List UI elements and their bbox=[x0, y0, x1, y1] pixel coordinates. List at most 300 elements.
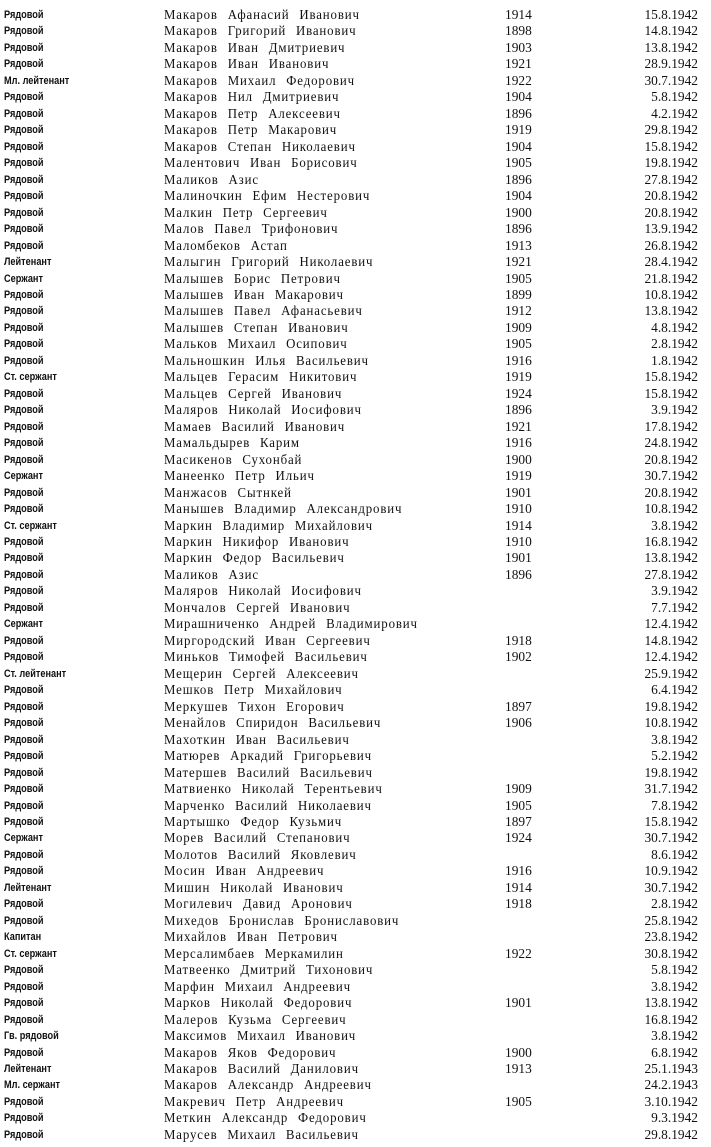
birth-year-cell: 1916 bbox=[505, 863, 532, 879]
rank-cell: Рядовой bbox=[4, 568, 44, 581]
date-cell: 15.8.1942 bbox=[644, 385, 698, 401]
name-cell: Михедов Бронислав Брониславович bbox=[164, 912, 400, 928]
name-cell: Мальцев Герасим Никитович bbox=[164, 369, 358, 385]
rank-cell: Рядовой bbox=[4, 1046, 44, 1059]
rank-cell: Рядовой bbox=[4, 997, 44, 1010]
date-cell: 10.9.1942 bbox=[644, 863, 698, 879]
rank-cell: Рядовой bbox=[4, 91, 44, 104]
list-row bbox=[0, 847, 711, 863]
rank-cell: Рядовой bbox=[4, 799, 44, 812]
name-cell: Мирашниченко Андрей Владимирович bbox=[164, 616, 418, 632]
date-cell: 3.8.1942 bbox=[651, 978, 698, 994]
date-cell: 21.8.1942 bbox=[644, 270, 698, 286]
date-cell: 15.8.1942 bbox=[644, 369, 698, 385]
date-cell: 24.2.1943 bbox=[644, 1077, 698, 1093]
birth-year-cell: 1904 bbox=[505, 89, 532, 105]
name-cell: Маркин Никифор Иванович bbox=[164, 534, 350, 549]
rank-cell: Рядовой bbox=[4, 420, 44, 433]
rank-cell: Рядовой bbox=[4, 1128, 44, 1141]
rank-cell: Рядовой bbox=[4, 750, 44, 763]
list-row bbox=[0, 56, 711, 72]
date-cell: 3.10.1942 bbox=[644, 1093, 698, 1109]
date-cell: 27.8.1942 bbox=[644, 566, 698, 582]
date-cell: 8.6.1942 bbox=[651, 846, 698, 862]
rank-cell: Рядовой bbox=[4, 190, 44, 203]
name-cell: Маликов Азис bbox=[164, 171, 259, 187]
date-cell: 20.8.1942 bbox=[644, 188, 698, 204]
date-cell: 28.4.1942 bbox=[644, 254, 698, 270]
date-cell: 15.8.1942 bbox=[644, 813, 698, 829]
date-cell: 2.8.1942 bbox=[651, 336, 698, 352]
date-cell: 20.8.1942 bbox=[644, 204, 698, 220]
date-cell: 15.8.1942 bbox=[644, 138, 698, 154]
name-cell: Малышев Иван Макарович bbox=[164, 286, 344, 302]
rank-cell: Рядовой bbox=[4, 1013, 44, 1026]
rank-cell: Рядовой bbox=[4, 387, 44, 400]
rank-cell: Рядовой bbox=[4, 437, 44, 450]
list-row bbox=[0, 254, 711, 270]
birth-year-cell: 1912 bbox=[505, 303, 532, 319]
name-cell: Матвеенко Дмитрий Тихонович bbox=[164, 962, 374, 978]
list-row bbox=[0, 205, 711, 221]
list-row bbox=[0, 89, 711, 105]
rank-cell: Рядовой bbox=[4, 898, 44, 911]
rank-cell: Рядовой bbox=[4, 338, 44, 351]
rank-cell: Рядовой bbox=[4, 634, 44, 647]
rank-cell: Сержант bbox=[4, 618, 43, 631]
rank-cell: Рядовой bbox=[4, 223, 44, 236]
name-cell: Макаров Иван Иванович bbox=[164, 56, 330, 72]
date-cell: 29.8.1942 bbox=[644, 1126, 698, 1142]
list-row bbox=[0, 419, 711, 435]
birth-year-cell: 1900 bbox=[505, 204, 532, 220]
list-row bbox=[0, 765, 711, 781]
date-cell: 16.8.1942 bbox=[644, 1011, 698, 1027]
birth-year-cell: 1901 bbox=[505, 995, 532, 1011]
birth-year-cell: 1901 bbox=[505, 550, 532, 566]
name-cell: Мончалов Сергей Иванович bbox=[164, 599, 351, 615]
birth-year-cell: 1919 bbox=[505, 122, 532, 138]
date-cell: 10.8.1942 bbox=[644, 286, 698, 302]
date-cell: 6.8.1942 bbox=[651, 1044, 698, 1060]
list-row bbox=[0, 929, 711, 945]
birth-year-cell: 1914 bbox=[505, 7, 532, 22]
rank-cell: Рядовой bbox=[4, 783, 44, 796]
date-cell: 15.8.1942 bbox=[644, 7, 698, 22]
rank-cell: Мл. лейтенант bbox=[4, 74, 70, 87]
list-row bbox=[0, 666, 711, 682]
name-cell: Макаров Василий Данилович bbox=[164, 1061, 359, 1076]
birth-year-cell: 1924 bbox=[505, 830, 532, 846]
name-cell: Максимов Михаил Иванович bbox=[164, 1028, 357, 1044]
list-row bbox=[0, 485, 711, 501]
list-row bbox=[0, 748, 711, 764]
list-row bbox=[0, 1061, 711, 1077]
name-cell: Марченко Василий Николаевич bbox=[164, 797, 372, 813]
rank-cell: Рядовой bbox=[4, 9, 44, 21]
birth-year-cell: 1910 bbox=[505, 501, 532, 517]
name-cell: Мальношкин Илья Васильевич bbox=[164, 352, 369, 368]
list-row bbox=[0, 238, 711, 254]
list-row bbox=[0, 863, 711, 879]
rank-cell: Рядовой bbox=[4, 41, 44, 54]
birth-year-cell: 1905 bbox=[505, 270, 532, 286]
date-cell: 3.8.1942 bbox=[651, 1028, 698, 1044]
name-cell: Малыгин Григорий Николаевич bbox=[164, 254, 374, 270]
birth-year-cell: 1909 bbox=[505, 319, 532, 335]
name-cell: Мерсалимбаев Меркамилин bbox=[164, 945, 344, 961]
name-cell: Малкин Петр Сергеевич bbox=[164, 204, 328, 220]
date-cell: 3.9.1942 bbox=[651, 402, 698, 418]
list-row bbox=[0, 1045, 711, 1061]
rank-cell: Рядовой bbox=[4, 288, 44, 301]
birth-year-cell: 1905 bbox=[505, 336, 532, 352]
rank-cell: Гв. рядовой bbox=[4, 1030, 59, 1043]
birth-year-cell: 1922 bbox=[505, 72, 532, 88]
rank-cell: Рядовой bbox=[4, 239, 44, 252]
date-cell: 7.7.1942 bbox=[651, 599, 698, 615]
rank-cell: Рядовой bbox=[4, 964, 44, 977]
name-cell: Малышев Павел Афанасьевич bbox=[164, 303, 363, 319]
rank-cell: Рядовой bbox=[4, 848, 44, 861]
list-row bbox=[0, 979, 711, 995]
list-row bbox=[0, 1028, 711, 1044]
rank-cell: Сержант bbox=[4, 832, 43, 845]
date-cell: 29.8.1942 bbox=[644, 122, 698, 138]
list-row bbox=[0, 633, 711, 649]
birth-year-cell: 1898 bbox=[505, 23, 532, 39]
name-cell: Морев Василий Степанович bbox=[164, 830, 351, 846]
birth-year-cell: 1918 bbox=[505, 632, 532, 648]
list-row bbox=[0, 567, 711, 583]
birth-year-cell: 1909 bbox=[505, 781, 532, 797]
birth-year-cell: 1918 bbox=[505, 896, 532, 912]
date-cell: 30.7.1942 bbox=[644, 72, 698, 88]
date-cell: 25.9.1942 bbox=[644, 665, 698, 681]
name-cell: Матершев Василий Васильевич bbox=[164, 764, 373, 780]
list-row bbox=[0, 155, 711, 171]
date-cell: 24.8.1942 bbox=[644, 435, 698, 451]
birth-year-cell: 1916 bbox=[505, 352, 532, 368]
list-row bbox=[0, 73, 711, 89]
list-row bbox=[0, 913, 711, 929]
list-row bbox=[0, 188, 711, 204]
list-row bbox=[0, 1127, 711, 1143]
list-row bbox=[0, 303, 711, 319]
name-cell: Михайлов Иван Петрович bbox=[164, 929, 338, 945]
date-cell: 10.8.1942 bbox=[644, 715, 698, 731]
date-cell: 25.1.1943 bbox=[644, 1061, 698, 1076]
rank-cell: Рядовой bbox=[4, 700, 44, 713]
list-row bbox=[0, 995, 711, 1011]
list-row bbox=[0, 583, 711, 599]
date-cell: 4.8.1942 bbox=[651, 319, 698, 335]
name-cell: Маркин Владимир Михайлович bbox=[164, 517, 373, 533]
date-cell: 17.8.1942 bbox=[644, 418, 698, 434]
name-cell: Макаров Иван Дмитриевич bbox=[164, 39, 346, 55]
casualty-list bbox=[0, 7, 711, 1143]
list-row bbox=[0, 501, 711, 517]
list-row bbox=[0, 830, 711, 846]
name-cell: Мамаев Василий Иванович bbox=[164, 418, 346, 434]
name-cell: Менайлов Спиридон Васильевич bbox=[164, 715, 382, 731]
birth-year-cell: 1913 bbox=[505, 1061, 532, 1076]
list-row bbox=[0, 1110, 711, 1126]
birth-year-cell: 1897 bbox=[505, 698, 532, 714]
list-row bbox=[0, 798, 711, 814]
name-cell: Малентович Иван Борисович bbox=[164, 155, 358, 171]
name-cell: Маломбеков Астап bbox=[164, 237, 288, 253]
birth-year-cell: 1904 bbox=[505, 138, 532, 154]
name-cell: Масикенов Сухонбай bbox=[164, 451, 303, 467]
name-cell: Мальцев Сергей Иванович bbox=[164, 385, 343, 401]
list-row bbox=[0, 7, 711, 23]
list-row bbox=[0, 518, 711, 534]
name-cell: Маляров Николай Иосифович bbox=[164, 583, 362, 599]
name-cell: Маркин Федор Васильевич bbox=[164, 550, 345, 566]
rank-cell: Рядовой bbox=[4, 173, 44, 186]
date-cell: 4.2.1942 bbox=[651, 105, 698, 121]
list-row bbox=[0, 271, 711, 287]
name-cell: Мамальдырев Карим bbox=[164, 435, 300, 451]
date-cell: 26.8.1942 bbox=[644, 237, 698, 253]
list-row bbox=[0, 106, 711, 122]
list-row bbox=[0, 1012, 711, 1028]
birth-year-cell: 1916 bbox=[505, 435, 532, 451]
list-row bbox=[0, 649, 711, 665]
list-row bbox=[0, 353, 711, 369]
date-cell: 3.8.1942 bbox=[651, 517, 698, 533]
rank-cell: Рядовой bbox=[4, 58, 44, 71]
list-row bbox=[0, 369, 711, 385]
date-cell: 9.3.1942 bbox=[651, 1110, 698, 1126]
list-row bbox=[0, 550, 711, 566]
list-row bbox=[0, 534, 711, 550]
rank-cell: Рядовой bbox=[4, 684, 44, 697]
name-cell: Маликов Азис bbox=[164, 566, 259, 582]
birth-year-cell: 1924 bbox=[505, 385, 532, 401]
rank-cell: Рядовой bbox=[4, 914, 44, 927]
name-cell: Малышев Степан Иванович bbox=[164, 319, 349, 335]
date-cell: 14.8.1942 bbox=[644, 632, 698, 648]
date-cell: 13.9.1942 bbox=[644, 221, 698, 237]
name-cell: Мишин Николай Иванович bbox=[164, 879, 344, 895]
date-cell: 2.8.1942 bbox=[651, 896, 698, 912]
name-cell: Малиночкин Ефим Нестерович bbox=[164, 188, 371, 204]
list-row bbox=[0, 122, 711, 138]
name-cell: Марфин Михаил Андреевич bbox=[164, 978, 352, 994]
date-cell: 20.8.1942 bbox=[644, 451, 698, 467]
date-cell: 30.7.1942 bbox=[644, 879, 698, 895]
rank-cell: Рядовой bbox=[4, 107, 44, 120]
list-row bbox=[0, 715, 711, 731]
list-row bbox=[0, 880, 711, 896]
name-cell: Мещерин Сергей Алексеевич bbox=[164, 665, 359, 681]
birth-year-cell: 1921 bbox=[505, 418, 532, 434]
rank-cell: Рядовой bbox=[4, 486, 44, 499]
rank-cell: Рядовой bbox=[4, 453, 44, 466]
name-cell: Махоткин Иван Васильевич bbox=[164, 731, 350, 747]
date-cell: 14.8.1942 bbox=[644, 23, 698, 39]
list-row bbox=[0, 336, 711, 352]
name-cell: Мосин Иван Андреевич bbox=[164, 863, 325, 879]
date-cell: 23.8.1942 bbox=[644, 929, 698, 945]
list-row bbox=[0, 435, 711, 451]
name-cell: Малышев Борис Петрович bbox=[164, 270, 341, 286]
name-cell: Мальков Михаил Осипович bbox=[164, 336, 348, 352]
date-cell: 12.4.1942 bbox=[644, 649, 698, 665]
birth-year-cell: 1896 bbox=[505, 171, 532, 187]
name-cell: Малеров Кузьма Сергеевич bbox=[164, 1011, 347, 1027]
rank-cell: Лейтенант bbox=[4, 881, 52, 894]
date-cell: 6.4.1942 bbox=[651, 682, 698, 698]
rank-cell: Лейтенант bbox=[4, 256, 52, 269]
date-cell: 31.7.1942 bbox=[644, 781, 698, 797]
list-row bbox=[0, 386, 711, 402]
rank-cell: Рядовой bbox=[4, 815, 44, 828]
birth-year-cell: 1919 bbox=[505, 369, 532, 385]
name-cell: Матвиенко Николай Терентьевич bbox=[164, 781, 383, 797]
rank-cell: Капитан bbox=[4, 931, 42, 944]
rank-cell: Рядовой bbox=[4, 1112, 44, 1125]
birth-year-cell: 1922 bbox=[505, 945, 532, 961]
rank-cell: Рядовой bbox=[4, 305, 44, 318]
birth-year-cell: 1897 bbox=[505, 813, 532, 829]
birth-year-cell: 1914 bbox=[505, 879, 532, 895]
birth-year-cell: 1906 bbox=[505, 715, 532, 731]
list-row bbox=[0, 1077, 711, 1093]
date-cell: 12.4.1942 bbox=[644, 616, 698, 632]
list-row bbox=[0, 732, 711, 748]
rank-cell: Рядовой bbox=[4, 321, 44, 334]
name-cell: Могилевич Давид Аронович bbox=[164, 896, 353, 912]
name-cell: Меркушев Тихон Егорович bbox=[164, 698, 345, 714]
list-row bbox=[0, 40, 711, 56]
birth-year-cell: 1921 bbox=[505, 254, 532, 270]
birth-year-cell: 1902 bbox=[505, 649, 532, 665]
name-cell: Макревич Петр Андреевич bbox=[164, 1093, 344, 1109]
list-row bbox=[0, 699, 711, 715]
name-cell: Молотов Василий Яковлевич bbox=[164, 846, 357, 862]
date-cell: 3.9.1942 bbox=[651, 583, 698, 599]
list-row bbox=[0, 896, 711, 912]
birth-year-cell: 1899 bbox=[505, 286, 532, 302]
birth-year-cell: 1900 bbox=[505, 451, 532, 467]
list-row bbox=[0, 682, 711, 698]
birth-year-cell: 1896 bbox=[505, 221, 532, 237]
date-cell: 20.8.1942 bbox=[644, 484, 698, 500]
list-row bbox=[0, 781, 711, 797]
name-cell: Макаров Афанасий Иванович bbox=[164, 7, 360, 22]
rank-cell: Рядовой bbox=[4, 552, 44, 565]
rank-cell: Рядовой bbox=[4, 354, 44, 367]
list-row bbox=[0, 452, 711, 468]
rank-cell: Ст. лейтенант bbox=[4, 667, 67, 680]
list-row bbox=[0, 287, 711, 303]
rank-cell: Лейтенант bbox=[4, 1063, 52, 1075]
birth-year-cell: 1903 bbox=[505, 39, 532, 55]
date-cell: 30.7.1942 bbox=[644, 830, 698, 846]
birth-year-cell: 1896 bbox=[505, 566, 532, 582]
rank-cell: Сержант bbox=[4, 272, 43, 285]
name-cell: Манышев Владимир Александрович bbox=[164, 501, 403, 517]
name-cell: Манеенко Петр Ильич bbox=[164, 468, 315, 484]
name-cell: Миргородский Иван Сергеевич bbox=[164, 632, 371, 648]
birth-year-cell: 1913 bbox=[505, 237, 532, 253]
list-row bbox=[0, 402, 711, 418]
name-cell: Макаров Степан Николаевич bbox=[164, 138, 356, 154]
date-cell: 13.8.1942 bbox=[644, 303, 698, 319]
name-cell: Макаров Нил Дмитриевич bbox=[164, 89, 340, 105]
list-row bbox=[0, 221, 711, 237]
birth-year-cell: 1905 bbox=[505, 1093, 532, 1109]
list-row bbox=[0, 616, 711, 632]
date-cell: 16.8.1942 bbox=[644, 534, 698, 549]
rank-cell: Рядовой bbox=[4, 503, 44, 516]
date-cell: 7.8.1942 bbox=[651, 797, 698, 813]
date-cell: 19.8.1942 bbox=[644, 698, 698, 714]
name-cell: Мешков Петр Михайлович bbox=[164, 682, 343, 698]
name-cell: Манжасов Сытнкей bbox=[164, 484, 292, 500]
birth-year-cell: 1901 bbox=[505, 484, 532, 500]
date-cell: 30.7.1942 bbox=[644, 468, 698, 484]
date-cell: 27.8.1942 bbox=[644, 171, 698, 187]
date-cell: 5.8.1942 bbox=[651, 962, 698, 978]
name-cell: Макаров Петр Макарович bbox=[164, 122, 338, 138]
list-row bbox=[0, 139, 711, 155]
rank-cell: Рядовой bbox=[4, 980, 44, 993]
rank-cell: Рядовой bbox=[4, 1095, 44, 1108]
date-cell: 5.2.1942 bbox=[651, 748, 698, 764]
list-row bbox=[0, 814, 711, 830]
date-cell: 3.8.1942 bbox=[651, 731, 698, 747]
name-cell: Матюрев Аркадий Григорьевич bbox=[164, 748, 372, 764]
date-cell: 19.8.1942 bbox=[644, 155, 698, 171]
birth-year-cell: 1896 bbox=[505, 105, 532, 121]
rank-cell: Рядовой bbox=[4, 717, 44, 730]
rank-cell: Ст. сержант bbox=[4, 371, 57, 384]
list-row bbox=[0, 946, 711, 962]
list-row bbox=[0, 23, 711, 39]
rank-cell: Рядовой bbox=[4, 206, 44, 219]
list-row bbox=[0, 320, 711, 336]
date-cell: 28.9.1942 bbox=[644, 56, 698, 72]
list-row bbox=[0, 172, 711, 188]
date-cell: 1.8.1942 bbox=[651, 352, 698, 368]
birth-year-cell: 1919 bbox=[505, 468, 532, 484]
list-row bbox=[0, 962, 711, 978]
list-row bbox=[0, 468, 711, 484]
rank-cell: Рядовой bbox=[4, 536, 44, 548]
date-cell: 10.8.1942 bbox=[644, 501, 698, 517]
birth-year-cell: 1900 bbox=[505, 1044, 532, 1060]
name-cell: Малов Павел Трифонович bbox=[164, 221, 339, 237]
birth-year-cell: 1905 bbox=[505, 155, 532, 171]
rank-cell: Ст. сержант bbox=[4, 519, 57, 532]
rank-cell: Сержант bbox=[4, 470, 43, 483]
list-row bbox=[0, 600, 711, 616]
name-cell: Макаров Петр Алексеевич bbox=[164, 105, 341, 121]
date-cell: 13.8.1942 bbox=[644, 995, 698, 1011]
name-cell: Маляров Николай Иосифович bbox=[164, 402, 362, 418]
rank-cell: Рядовой bbox=[4, 601, 44, 614]
name-cell: Марусев Михаил Васильевич bbox=[164, 1126, 359, 1142]
date-cell: 25.8.1942 bbox=[644, 912, 698, 928]
name-cell: Мартышко Федор Кузьмич bbox=[164, 813, 343, 829]
rank-cell: Ст. сержант bbox=[4, 947, 57, 960]
name-cell: Макаров Александр Андреевич bbox=[164, 1077, 372, 1093]
name-cell: Макаров Яков Федорович bbox=[164, 1044, 337, 1060]
